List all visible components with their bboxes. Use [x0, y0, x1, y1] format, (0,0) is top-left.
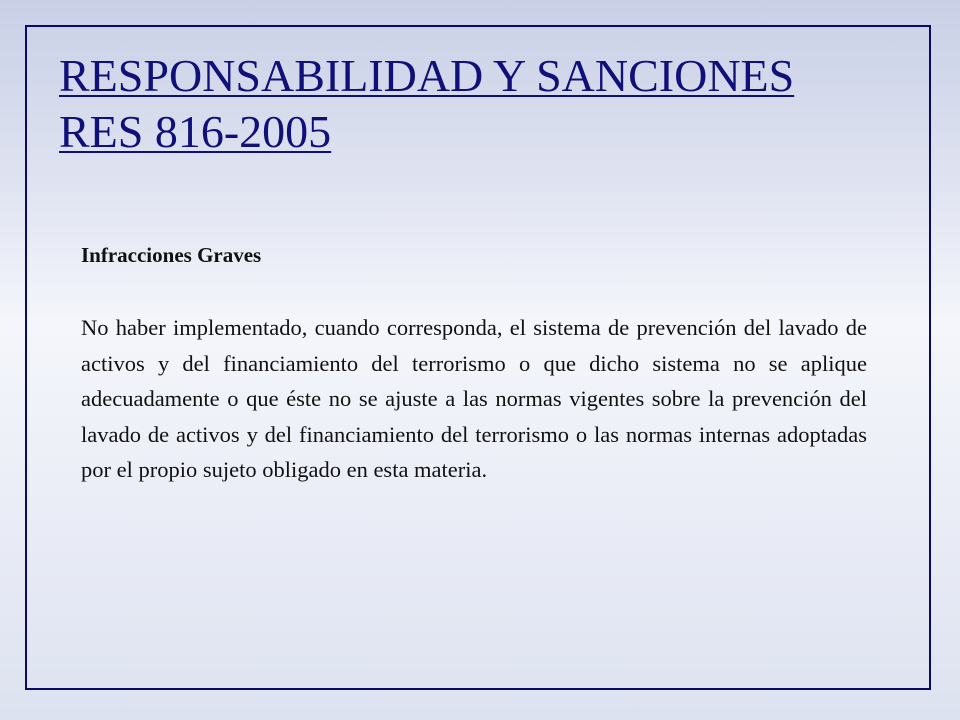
slide-title-line-2: RES 816-2005 — [59, 106, 332, 157]
slide-title — [59, 48, 794, 160]
section-heading: Infracciones Graves — [81, 243, 262, 267]
slide-title-line-1: RESPONSABILIDAD Y SANCIONES — [59, 50, 795, 101]
body-paragraph: No haber implementado, cuando corresponda, el sistema de prevención del lavado de activos y del financiamiento del terrorismo o que dicho sistema no se aplique adecuadamente o que éste no se ajuste a las normas vigentes sobre la prevención del lavado de activos y del financiamiento del terrorismo o las normas internas adoptadas por el propio sujeto obligado en esta materia. — [81, 315, 867, 482]
